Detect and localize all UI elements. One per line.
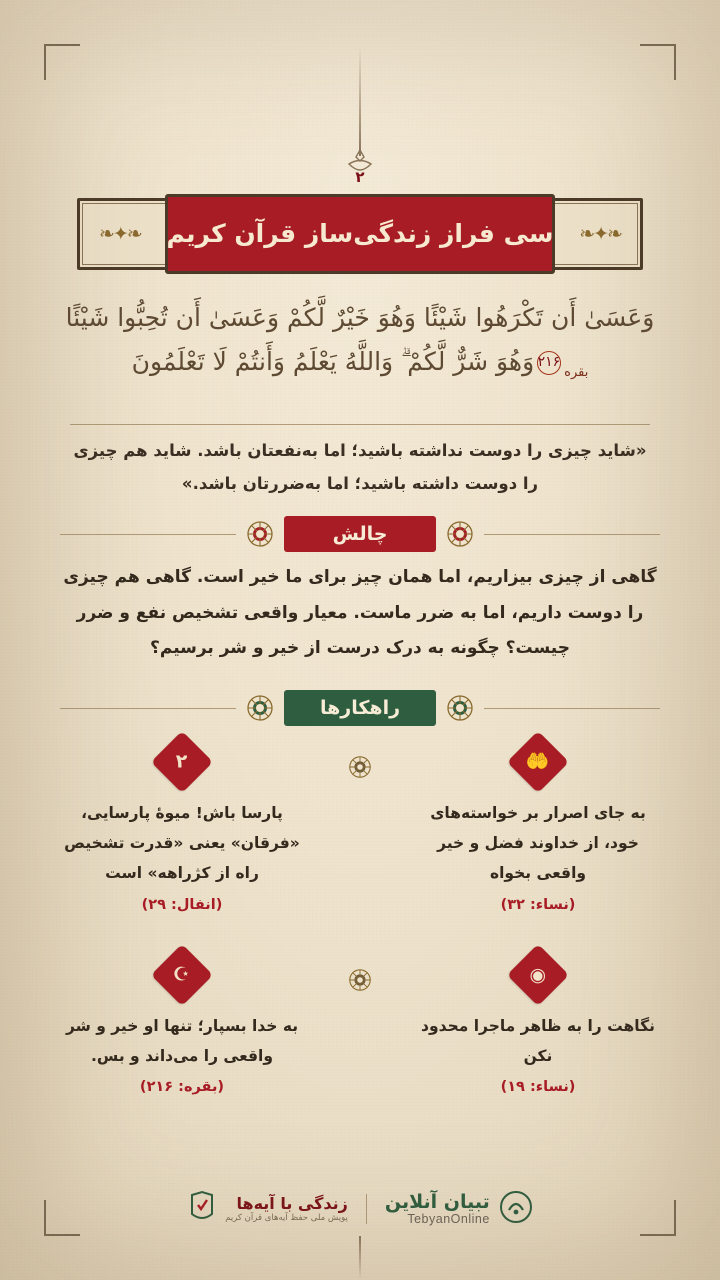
challenge-section-header (60, 514, 660, 554)
praying-hands-icon (507, 731, 569, 793)
solution-card-1 (412, 740, 664, 913)
solutions-rule-right (484, 708, 660, 709)
tebyan-name-en: TebyanOnline (407, 1212, 490, 1227)
solutions-label: راهکارها (284, 690, 436, 726)
verse-line-2 (56, 340, 664, 385)
campaign-brand (187, 1190, 348, 1228)
challenge-text: گاهی از چیزی بیزاریم، اما همان چیز برای ما خیر است. گاهی هم چیزی را دوست داریم، اما به ضرر ماست. معیار واقعی تشخیص نفع و ضرر چیست؟ چگونه به درک درست از خیر و شر برسیم؟ (63, 567, 657, 659)
eye-icon (507, 944, 569, 1006)
rosette-ornament-solutions-right-icon (446, 694, 474, 722)
challenge-label: چالش (284, 516, 436, 552)
poster-title: سی فراز زندگی‌ساز قرآن کریم (166, 218, 554, 248)
floral-ornament-left-icon: ❧✦❧ (99, 223, 141, 245)
bottom-hanging-line (359, 1236, 361, 1280)
row-divider-rosette-icon-1 (347, 754, 373, 780)
solution-card-3 (412, 953, 664, 1095)
solution-text-2: به خدا بسپار؛ تنها او خیر و شر واقعی را می‌داند و بس. (65, 1016, 299, 1065)
campaign-subtitle: پویش ملی حفظ آیه‌های قرآن کریم (225, 1213, 348, 1224)
ayah-number-marker: ۲۱۶ (537, 351, 561, 375)
verse-line-2-text: وَهُوَ شَرٌّ لَّكُمْ ۗ وَاللَّهُ يَعْلَمُ وَأَنتُمْ لَا تَعْلَمُونَ (131, 346, 535, 376)
solution-icon-glyph-0: ۲ (176, 750, 188, 773)
tebyan-name-fa: تبیان آنلاین (384, 1190, 490, 1213)
solutions-section-header (60, 688, 660, 728)
page-number: ۲ (355, 168, 365, 186)
footer-branding (0, 1190, 720, 1228)
solution-ref-3: (نساء: ۱۹) (500, 1079, 576, 1096)
solution-ref-2: (بقره: ۲۱۶) (139, 1079, 225, 1096)
solution-icon-glyph-3: ◉ (529, 963, 547, 986)
number-two-icon (151, 731, 213, 793)
hanging-line (359, 46, 361, 156)
banner-red-plate (165, 194, 555, 274)
corner-bracket-top-left (44, 44, 80, 80)
header-rule-right (484, 534, 660, 535)
solutions-rule-left (60, 708, 236, 709)
corner-bracket-top-right (640, 44, 676, 80)
row-divider-rosette-icon-2 (347, 967, 373, 993)
page-number-badge (343, 148, 377, 188)
solution-ref-0: (انفال: ۲۹) (141, 896, 223, 913)
campaign-title: زندگی با آیه‌ها (236, 1193, 348, 1213)
floral-ornament-right-icon: ❧✦❧ (579, 223, 621, 245)
crescent-star-icon (151, 944, 213, 1006)
solution-text-3: نگاهت را به ظاهر ماجرا محدود نکن (421, 1016, 655, 1065)
solution-ref-1: (نساء: ۳۲) (500, 896, 576, 913)
solution-row-2 (56, 953, 664, 1095)
solution-icon-glyph-1: 🤲 (526, 750, 550, 773)
title-banner (77, 198, 643, 270)
verse-translation: «شاید چیزی را دوست نداشته باشید؛ اما به‌نفعتان باشد. شاید هم چیزی را دوست داشته باشید؛ اما به‌ضررتان باشد.» (73, 441, 647, 493)
solution-text-1: به جای اصرار بر خواسته‌های خود، از خداوند فضل و خیر واقعی بخواه (430, 804, 646, 883)
rosette-ornament-solutions-left-icon (246, 694, 274, 722)
campaign-logo-icon (187, 1190, 217, 1228)
solution-card-2 (56, 953, 308, 1095)
surah-reference: بقره (564, 364, 589, 380)
quran-verse (56, 296, 664, 385)
footer-separator (366, 1194, 367, 1224)
solution-row-1 (56, 740, 664, 913)
tebyan-brand (385, 1190, 533, 1228)
divider-above-translation (70, 424, 650, 425)
solution-card-0 (56, 740, 308, 913)
header-rule-left (60, 534, 236, 535)
verse-line-1: وَعَسَىٰ أَن تَكْرَهُوا شَيْئًا وَهُوَ خَيْرٌ لَّكُمْ وَعَسَىٰ أَن تُحِبُّوا شَيْئًا (65, 303, 655, 332)
solution-cards (56, 740, 664, 1095)
solution-text-0: پارسا باش! میوهٔ پارسایی، «فرقان» یعنی «قدرت تشخیص راه از کژراهه» است (64, 804, 300, 883)
solution-icon-glyph-2: ☪ (173, 963, 191, 986)
tebyan-logo-icon (499, 1190, 533, 1228)
rosette-ornament-left-icon (246, 520, 274, 548)
rosette-ornament-right-icon (446, 520, 474, 548)
